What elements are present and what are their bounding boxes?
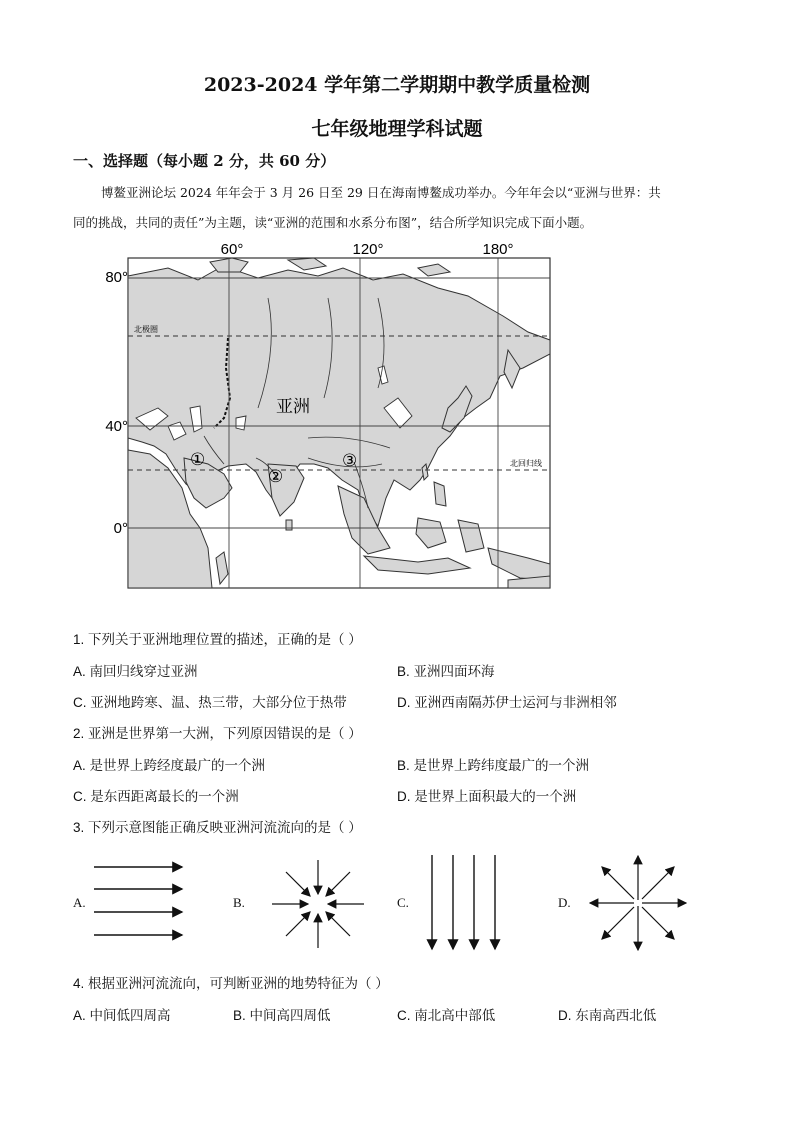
q2-option-d[interactable]: D. 是世界上面积最大的一个洲 — [397, 789, 577, 804]
q3-diagram-c[interactable] — [422, 853, 504, 953]
intro-line-1: 博鳌亚洲论坛 2024 年年会于 3 月 26 日至 29 日在海南博鳌成功举办。今年年会以“亚洲与世界：共 — [101, 185, 661, 200]
exam-title: 2023-2024 学年第二学期期中教学质量检测 — [203, 74, 591, 96]
q3-diagram-d[interactable] — [586, 852, 690, 954]
marker-2: ② — [268, 467, 284, 487]
q4-option-b[interactable]: B. 中间高四周低 — [233, 1008, 331, 1023]
q1-option-a[interactable]: A. 南回归线穿过亚洲 — [73, 664, 198, 679]
question-1-stem: 1. 下列关于亚洲地理位置的描述，正确的是（ ） — [73, 632, 362, 647]
q1-option-d[interactable]: D. 亚洲西南隔苏伊士运河与非洲相邻 — [397, 695, 617, 710]
lon-label-120: 120° — [352, 241, 384, 258]
exam-subtitle: 七年级地理学科试题 — [311, 118, 483, 140]
marker-3: ③ — [342, 451, 358, 471]
q3-diagram-a[interactable] — [88, 855, 188, 947]
q1-option-b[interactable]: B. 亚洲四面环海 — [397, 664, 495, 679]
tropic-label: 北回归线 — [510, 459, 542, 468]
lat-label-80: 80° — [105, 269, 128, 286]
q2-option-a[interactable]: A. 是世界上跨经度最广的一个洲 — [73, 758, 266, 773]
lon-label-180: 180° — [482, 241, 514, 258]
asia-map — [100, 238, 560, 598]
q3-diagram-b[interactable] — [268, 856, 368, 952]
question-4-stem: 4. 根据亚洲河流流向，可判断亚洲的地势特征为（ ） — [73, 976, 389, 991]
q3-option-c-label[interactable]: C. — [397, 895, 409, 910]
q3-option-d-label[interactable]: D. — [558, 895, 571, 910]
question-3-stem: 3. 下列示意图能正确反映亚洲河流流向的是（ ） — [73, 820, 362, 835]
arctic-circle-label: 北极圈 — [134, 325, 158, 334]
q3-option-a-label[interactable]: A. — [73, 895, 86, 910]
lat-label-0: 0° — [113, 520, 128, 537]
q2-option-b[interactable]: B. 是世界上跨纬度最广的一个洲 — [397, 758, 590, 773]
q4-option-d[interactable]: D. 东南高西北低 — [558, 1008, 657, 1023]
marker-1: ① — [190, 450, 206, 470]
continent-label: 亚洲 — [276, 397, 310, 417]
lat-label-40: 40° — [105, 418, 128, 435]
intro-line-2: 同的挑战，共同的责任”为主题，读“亚洲的范围和水系分布图”，结合所学知识完成下面小题。 — [73, 215, 593, 230]
q1-option-c[interactable]: C. 亚洲地跨寒、温、热三带，大部分位于热带 — [73, 695, 347, 710]
section-heading: 一、选择题（每小题 2 分，共 60 分） — [73, 152, 336, 170]
q4-option-c[interactable]: C. 南北高中部低 — [397, 1008, 496, 1023]
q2-option-c[interactable]: C. 是东西距离最长的一个洲 — [73, 789, 239, 804]
q3-option-b-label[interactable]: B. — [233, 895, 245, 910]
q4-option-a[interactable]: A. 中间低四周高 — [73, 1008, 171, 1023]
lon-label-60: 60° — [220, 241, 244, 258]
question-2-stem: 2. 亚洲是世界第一大洲，下列原因错误的是（ ） — [73, 726, 362, 741]
